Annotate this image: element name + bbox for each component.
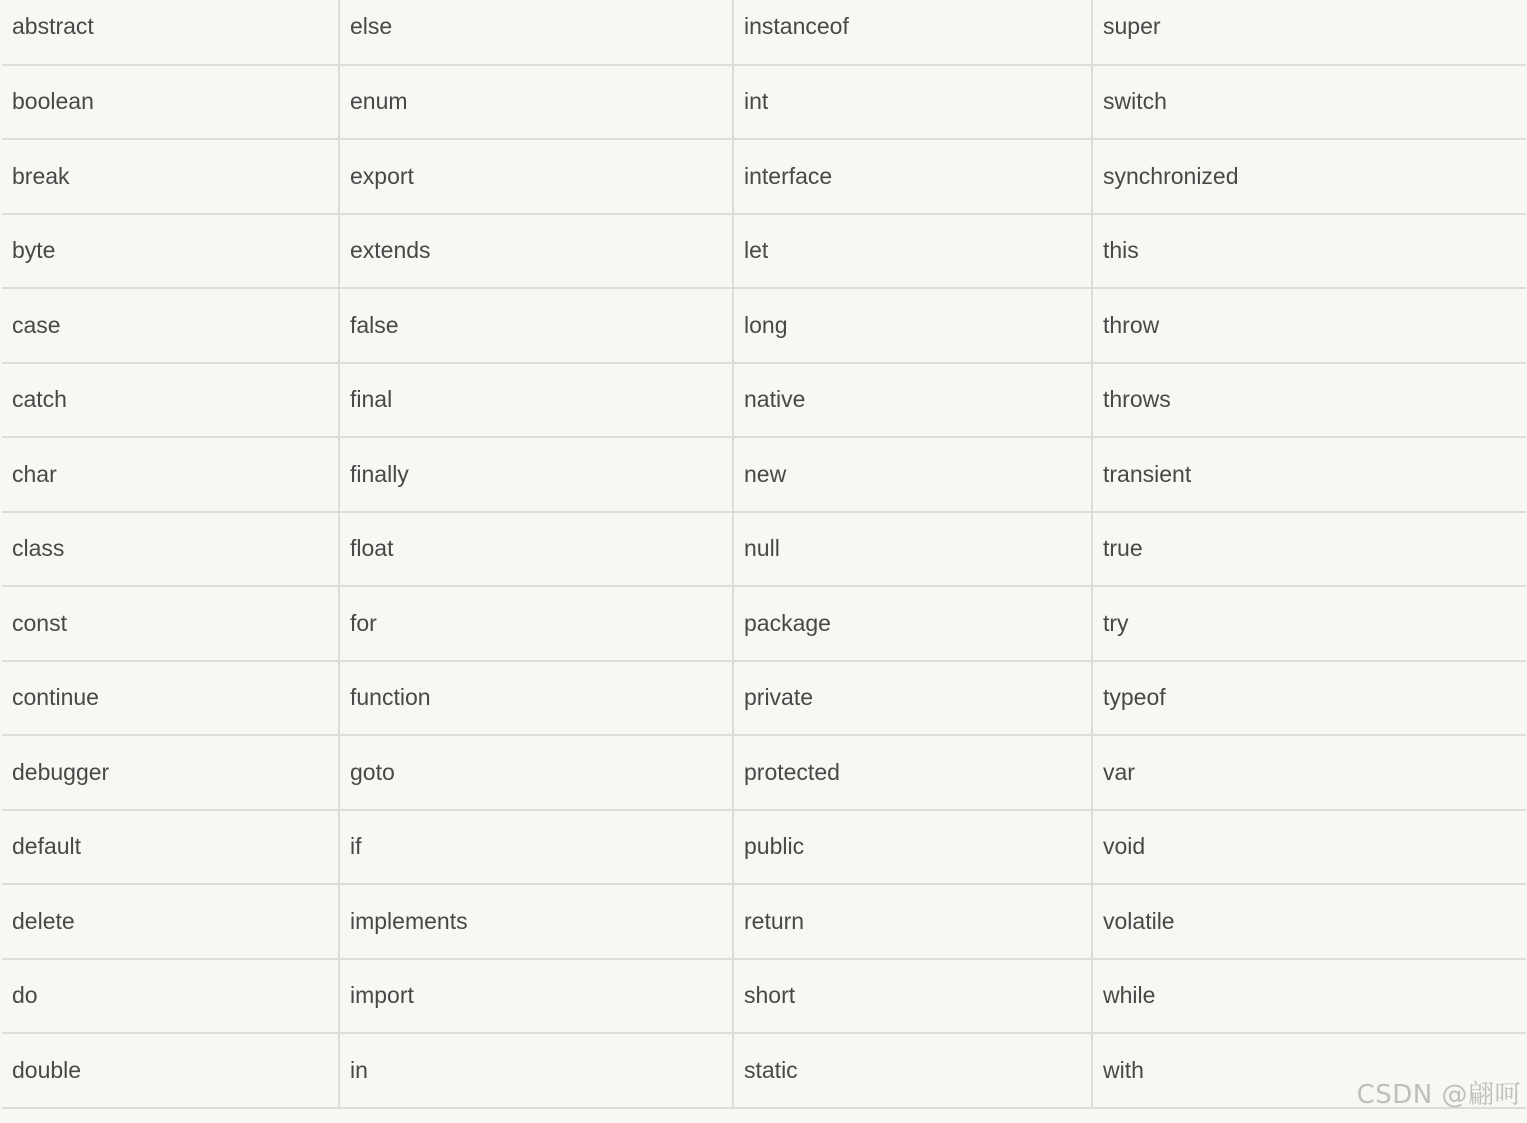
table-cell: typeof (1092, 661, 1526, 736)
table-cell: class (2, 512, 339, 587)
table-cell: int (733, 65, 1092, 140)
table-cell: protected (733, 735, 1092, 810)
table-cell: synchronized (1092, 139, 1526, 214)
table-row (2, 959, 1526, 1034)
table-row (2, 884, 1526, 959)
table-cell: in (339, 1033, 733, 1108)
table-row (2, 214, 1526, 289)
table-cell: delete (2, 884, 339, 959)
table-cell: instanceof (733, 0, 1092, 65)
table-cell: final (339, 363, 733, 438)
table-cell: try (1092, 586, 1526, 661)
table-row (2, 810, 1526, 885)
table-cell: throw (1092, 288, 1526, 363)
table-cell: this (1092, 214, 1526, 289)
table-row (2, 0, 1526, 65)
table-cell: long (733, 288, 1092, 363)
table-cell: return (733, 884, 1092, 959)
table-cell: true (1092, 512, 1526, 587)
table-row (2, 65, 1526, 140)
table-cell: if (339, 810, 733, 885)
csdn-watermark: CSDN @翩呵 (1356, 1080, 1521, 1110)
table-cell: implements (339, 884, 733, 959)
table-row (2, 1033, 1526, 1108)
table-cell: do (2, 959, 339, 1034)
table-cell: volatile (1092, 884, 1526, 959)
table-row (2, 363, 1526, 438)
table-cell: case (2, 288, 339, 363)
table-cell: break (2, 139, 339, 214)
table-cell: false (339, 288, 733, 363)
table-row (2, 288, 1526, 363)
table-row (2, 735, 1526, 810)
table-cell: finally (339, 437, 733, 512)
table-cell: const (2, 586, 339, 661)
table-cell: catch (2, 363, 339, 438)
table-cell: extends (339, 214, 733, 289)
table-cell: transient (1092, 437, 1526, 512)
table-cell: new (733, 437, 1092, 512)
table-cell: char (2, 437, 339, 512)
table-cell: for (339, 586, 733, 661)
table-cell: switch (1092, 65, 1526, 140)
table-cell: while (1092, 959, 1526, 1034)
table-cell: null (733, 512, 1092, 587)
table-cell: with (1092, 1033, 1526, 1108)
table-cell: export (339, 139, 733, 214)
table-cell: byte (2, 214, 339, 289)
table-cell: interface (733, 139, 1092, 214)
table-cell: public (733, 810, 1092, 885)
table-cell: private (733, 661, 1092, 736)
table-cell: var (1092, 735, 1526, 810)
table-row (2, 586, 1526, 661)
table-cell: super (1092, 0, 1526, 65)
table-cell: abstract (2, 0, 339, 65)
table-cell: boolean (2, 65, 339, 140)
table-row (2, 661, 1526, 736)
table-cell: void (1092, 810, 1526, 885)
table-cell: debugger (2, 735, 339, 810)
table-cell: throws (1092, 363, 1526, 438)
table-cell: let (733, 214, 1092, 289)
table-cell: function (339, 661, 733, 736)
table-cell: goto (339, 735, 733, 810)
table-cell: static (733, 1033, 1092, 1108)
table-row (2, 139, 1526, 214)
table-cell: float (339, 512, 733, 587)
table-cell: short (733, 959, 1092, 1034)
table-cell: enum (339, 65, 733, 140)
table-cell: native (733, 363, 1092, 438)
keyword-table (2, 0, 1526, 1109)
table-cell: continue (2, 661, 339, 736)
table-cell: default (2, 810, 339, 885)
table-cell: double (2, 1033, 339, 1108)
table-row (2, 437, 1526, 512)
table-cell: package (733, 586, 1092, 661)
table-cell: else (339, 0, 733, 65)
table-cell: import (339, 959, 733, 1034)
table-row (2, 512, 1526, 587)
